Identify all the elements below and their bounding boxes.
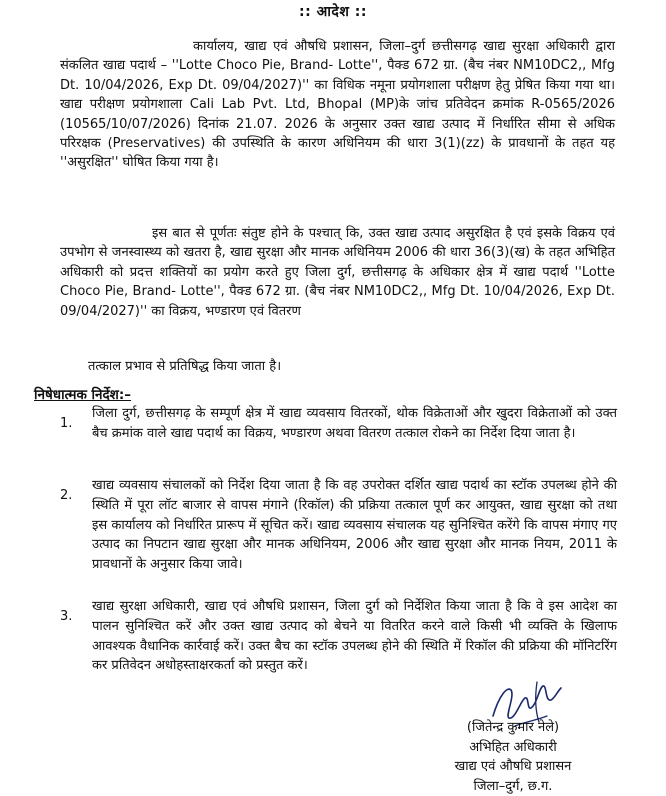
directive-number: 1. (60, 416, 73, 431)
directive-number: 3. (60, 609, 73, 624)
directive-item (34, 404, 624, 474)
directive-text: खाद्य सुरक्षा अधिकारी, खाद्य एवं औषधि प्रशासन, जिला दुर्ग को निर्देशित किया जाता है कि वे इस आदेश का पालन सुनिश्चित करें और उक्त खाद्य उत्पाद को बेचने या वितरित करने वाले किसी भी व्यक्ति के खिलाफ आवश्यक वैधानिक कार्रवाई करें। उक्त बैच का स्टॉक उपलब्ध होने की स्थिति में रिकॉल की प्रक्रिया की मॉनिटरिंग कर प्रतिवेदन अधोहस्ताक्षरकर्ता को प्रस्तुत करें। (92, 599, 617, 674)
directive-text: जिला दुर्ग, छत्तीसगढ़ के सम्पूर्ण क्षेत्र में खाद्य व्यवसाय वितरकों, थोक विक्रेताओं और खुदरा विक्रेताओं को उक्त बैच क्रमांक वाले खाद्य पदार्थ का विक्रय, भण्डारण अथवा वितरण तत्काल रोकने का निर्देश दिया जाता है। (92, 406, 617, 441)
directives-heading: निषेधात्मक निर्देश:– (34, 387, 132, 403)
directive-text: खाद्य व्यवसाय संचालकों को निर्देश दिया जाता है कि वह उपरोक्त दर्शित खाद्य पदार्थ का स्टॉक उपलब्ध होने की स्थिति में पूरा लॉट बाजार से वापस मंगाने (रिकॉल) की प्रक्रिया तत्काल पूर्ण कर आयुक्त, खाद्य सुरक्षा को तथा इस कार्यालय को निर्धारित प्रारूप में सूचित करें। खाद्य व्यवसाय संचालक यह सुनिश्चित करेंगे कि वापस मंगाए गए उत्पाद का निपटान खाद्य सुरक्षा और मानक अधिनियम, 2006 और खाद्य सुरक्षा और मानक नियम, 2011 के प्रावधानों के अनुसार किया जावे। (92, 478, 617, 573)
directive-item (34, 476, 624, 586)
signatory-office: खाद्य एवं औषधि प्रशासन (454, 759, 572, 775)
signatory-designation: अभिहित अधिकारी (469, 739, 557, 755)
paragraph-sample-report: कार्यालय, खाद्य एवं औषधि प्रशासन, जिला–दुर्ग छत्तीसगढ़ खाद्य सुरक्षा अधिकारी द्वारा संकलित खाद्य पदार्थ – ''Lotte Choco Pie, Brand- Lotte'', पैक्ड 672 ग्रा. (बैच नंबर NM10DC2,, Mfg Dt. 10/04/2026, Exp Dt. 09/04/2027)'' का विधिक नमूना प्रयोगशाला परीक्षण हेतु प्रेषित किया गया था। खाद्य परीक्षण प्रयोगशाला Cali Lab Pvt. Ltd, Bhopal (MP)के जांच प्रतिवेदन क्रमांक R-0565/2026 (10565/10/07/2026) दिनांक 21.07. 2026 के अनुसार उक्त खाद्य उत्पाद में निर्धारित सीमा से अधिक परिरक्षक (Preservatives) की उपस्थिति के कारण अधिनियम की धारा 3(1)(zz) के प्रावधानों के तहत यह ''असुरक्षित'' घोषित किया गया है। (60, 39, 615, 171)
signatory-district: जिला–दुर्ग, छ.ग. (473, 778, 553, 794)
order-title: :: आदेश :: (299, 4, 367, 20)
directive-number: 2. (60, 488, 73, 503)
signatory-name: (जितेन्द्र कुमार नेले) (466, 720, 560, 735)
paragraph-prohibition-basis: इस बात से पूर्णतः संतुष्ट होने के पश्चात् कि, उक्त खाद्य उत्पाद असुरक्षित है एवं इसके विक्रय एवं उपभोग से जनस्वास्थ्य को खतरा है, खाद्य सुरक्षा और मानक अधिनियम 2006 की धारा 36(3)(ख) के तहत अभिहित अधिकारी को प्रदत्त शक्तियों का प्रयोग करते हुए जिला दुर्ग, छत्तीसगढ़ के अधिकार क्षेत्र में खाद्य पदार्थ ''Lotte Choco Pie, Brand- Lotte'', पैक्ड 672 ग्रा. (बैच नंबर NM10DC2,, Mfg Dt. 10/04/2026, Exp Dt. 09/04/2027)'' का विक्रय, भण्डारण एवं वितरण (60, 226, 615, 319)
signature-block (418, 718, 608, 796)
paragraph-prohibition-effect: तत्काल प्रभाव से प्रतिषिद्ध किया जाता है। (88, 359, 282, 374)
